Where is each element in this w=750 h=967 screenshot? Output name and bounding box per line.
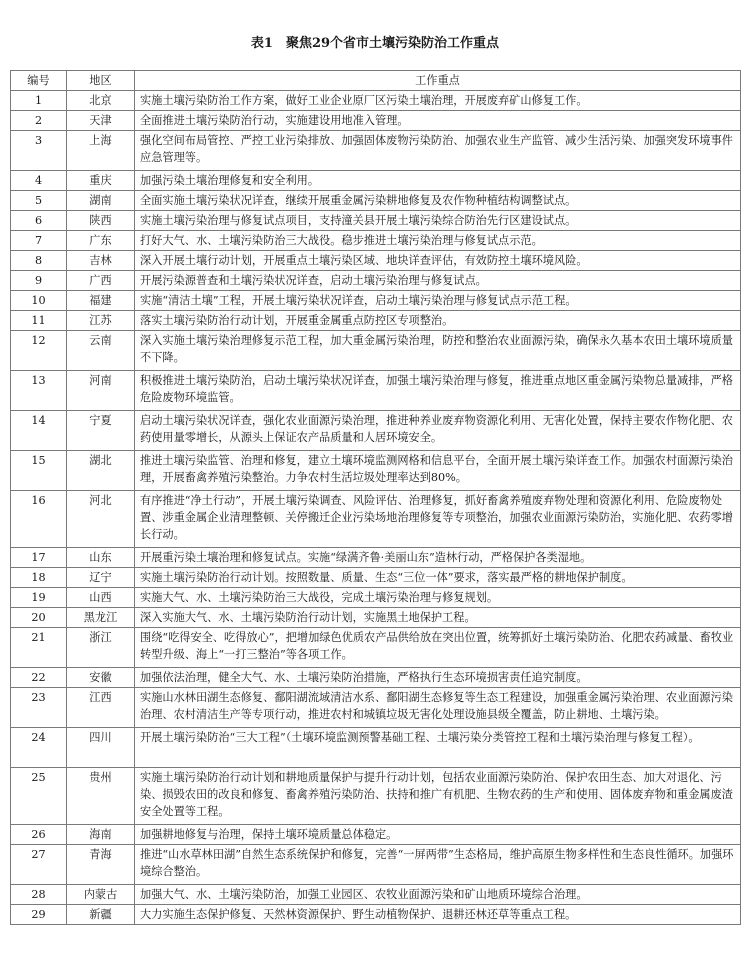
- row-region: 吉林: [67, 251, 135, 271]
- table-row: [11, 271, 741, 291]
- row-region: 贵州: [67, 768, 135, 825]
- row-work: 加强依法治理，健全大气、水、土壤污染防治措施，严格执行生态环境损害责任追究制度。: [135, 668, 741, 688]
- row-num: 10: [11, 291, 67, 311]
- table-row: [11, 211, 741, 231]
- row-num: 16: [11, 491, 67, 548]
- row-num: 5: [11, 191, 67, 211]
- row-region: 辽宁: [67, 568, 135, 588]
- table-row: [11, 628, 741, 668]
- row-region: 宁夏: [67, 411, 135, 451]
- table-row: [11, 311, 741, 331]
- header-region: 地区: [67, 71, 135, 91]
- row-work: 打好大气、水、土壤污染防治三大战役。稳步推进土壤污染治理与修复试点示范。: [135, 231, 741, 251]
- row-work: 启动土壤污染状况详查，强化农业面源污染治理，推进种养业废弃物资源化利用、无害化处置，保持主要农作物化肥、农药使用量零增长，从源头上保证农产品质量和人居环境安全。: [135, 411, 741, 451]
- table-row: [11, 885, 741, 905]
- row-num: 26: [11, 825, 67, 845]
- table-row: [11, 568, 741, 588]
- table-row: [11, 728, 741, 768]
- row-num: 27: [11, 845, 67, 885]
- row-num: 19: [11, 588, 67, 608]
- row-region: 云南: [67, 331, 135, 371]
- row-work: 深入实施土壤污染治理修复示范工程，加大重金属污染治理，防控和整治农业面源污染，确保永久基本农田土壤环境质量不下降。: [135, 331, 741, 371]
- row-num: 15: [11, 451, 67, 491]
- row-work: 实施土壤污染防治行动计划。按照数量、质量、生态“三位一体”要求，落实最严格的耕地保护制度。: [135, 568, 741, 588]
- row-work: 强化空间布局管控、严控工业污染排放、加强固体废物污染防治、加强农业生产监管、减少生活污染、加强突发环境事件应急管理等。: [135, 131, 741, 171]
- row-work: 全面实施土壤污染状况详查，继续开展重金属污染耕地修复及农作物种植结构调整试点。: [135, 191, 741, 211]
- table-row: [11, 411, 741, 451]
- row-num: 17: [11, 548, 67, 568]
- table-row: [11, 251, 741, 271]
- row-region: 湖北: [67, 451, 135, 491]
- row-work: 开展土壤污染防治“三大工程”（土壤环境监测预警基础工程、土壤污染分类管控工程和土壤污染治理与修复工程）。: [135, 728, 741, 768]
- row-work: 推进“山水草林田湖”自然生态系统保护和修复，完善“一屏两带”生态格局，维护高原生物多样性和生态良性循环。加强环境综合整治。: [135, 845, 741, 885]
- row-num: 21: [11, 628, 67, 668]
- table-row: [11, 291, 741, 311]
- row-num: 6: [11, 211, 67, 231]
- row-num: 24: [11, 728, 67, 768]
- row-work: 实施大气、水、土壤污染防治三大战役，完成土壤污染治理与修复规划。: [135, 588, 741, 608]
- row-work: 实施“清洁土壤”工程，开展土壤污染状况详查，启动土壤污染治理与修复试点示范工程。: [135, 291, 741, 311]
- row-num: 22: [11, 668, 67, 688]
- row-region: 江西: [67, 688, 135, 728]
- row-num: 23: [11, 688, 67, 728]
- table-header-row: [11, 71, 741, 91]
- table-row: [11, 668, 741, 688]
- row-work: 推进土壤污染监管、治理和修复，建立土壤环境监测网格和信息平台，全面开展土壤污染详查工作。加强农村面源污染治理，开展畜禽养殖污染整治。力争农村生活垃圾处理率达到80%。: [135, 451, 741, 491]
- row-region: 上海: [67, 131, 135, 171]
- row-num: 25: [11, 768, 67, 825]
- row-region: 新疆: [67, 905, 135, 925]
- row-region: 安徽: [67, 668, 135, 688]
- table-row: [11, 905, 741, 925]
- row-work: 开展污染源普查和土壤污染状况详查，启动土壤污染治理与修复试点。: [135, 271, 741, 291]
- table-row: [11, 588, 741, 608]
- table-row: [11, 111, 741, 131]
- row-region: 河北: [67, 491, 135, 548]
- table-row: [11, 548, 741, 568]
- row-region: 重庆: [67, 171, 135, 191]
- row-work: 全面推进土壤污染防治行动，实施建设用地准入管理。: [135, 111, 741, 131]
- table-row: [11, 371, 741, 411]
- row-num: 4: [11, 171, 67, 191]
- row-work: 深入实施大气、水、土壤污染防治行动计划，实施黑土地保护工程。: [135, 608, 741, 628]
- row-region: 四川: [67, 728, 135, 768]
- row-work: 积极推进土壤污染防治，启动土壤污染状况详查，加强土壤污染治理与修复，推进重点地区重金属污染物总量减排，严格危险废物环境监管。: [135, 371, 741, 411]
- table-row: [11, 688, 741, 728]
- row-work: 加强耕地修复与治理，保持土壤环境质量总体稳定。: [135, 825, 741, 845]
- table-row: [11, 91, 741, 111]
- row-work: 加强污染土壤治理修复和安全利用。: [135, 171, 741, 191]
- row-work: 深入开展土壤行动计划，开展重点土壤污染区域、地块详查评估，有效防控土壤环境风险。: [135, 251, 741, 271]
- row-region: 陕西: [67, 211, 135, 231]
- table-row: [11, 608, 741, 628]
- row-work: 实施山水林田湖生态修复、鄱阳湖流域清洁水系、鄱阳湖生态修复等生态工程建设，加强重金属污染治理、农业面源污染治理、农村清洁生产等专项行动，推进农村和城镇垃圾无害化处理设施县级全覆盖，防止耕地、土壤污染。: [135, 688, 741, 728]
- table-row: [11, 331, 741, 371]
- row-work: 大力实施生态保护修复、天然林资源保护、野生动植物保护、退耕还林还草等重点工程。: [135, 905, 741, 925]
- table-row: [11, 171, 741, 191]
- row-num: 12: [11, 331, 67, 371]
- row-region: 青海: [67, 845, 135, 885]
- row-num: 2: [11, 111, 67, 131]
- row-work: 围绕“吃得安全、吃得放心”，把增加绿色优质农产品供给放在突出位置，统筹抓好土壤污染防治、化肥农药减量、畜牧业转型升级、海上“一打三整治”等各项工作。: [135, 628, 741, 668]
- table-row: [11, 231, 741, 251]
- row-num: 14: [11, 411, 67, 451]
- row-work: 加强大气、水、土壤污染防治，加强工业园区、农牧业面源污染和矿山地质环境综合治理。: [135, 885, 741, 905]
- header-work: 工作重点: [135, 71, 741, 91]
- soil-pollution-table: [10, 70, 741, 925]
- row-region: 江苏: [67, 311, 135, 331]
- row-num: 20: [11, 608, 67, 628]
- row-region: 广西: [67, 271, 135, 291]
- row-region: 黑龙江: [67, 608, 135, 628]
- row-region: 河南: [67, 371, 135, 411]
- row-work: 开展重污染土壤治理和修复试点。实施“绿满齐鲁·美丽山东”造林行动，严格保护各类湿地。: [135, 548, 741, 568]
- row-num: 18: [11, 568, 67, 588]
- table-row: [11, 825, 741, 845]
- table-row: [11, 768, 741, 825]
- row-region: 浙江: [67, 628, 135, 668]
- row-num: 9: [11, 271, 67, 291]
- row-num: 3: [11, 131, 67, 171]
- row-num: 28: [11, 885, 67, 905]
- row-region: 广东: [67, 231, 135, 251]
- table-row: [11, 845, 741, 885]
- row-region: 内蒙古: [67, 885, 135, 905]
- table-row: [11, 451, 741, 491]
- row-work: 实施土壤污染治理与修复试点项目，支持潼关县开展土壤污染综合防治先行区建设试点。: [135, 211, 741, 231]
- row-work: 有序推进“净土行动”，开展土壤污染调查、风险评估、治理修复，抓好畜禽养殖废弃物处理和资源化利用、危险废物处置、涉重金属企业清理整顿、关停搬迁企业污染场地治理修复等专项整治，加强农业面源污染防治，实施化肥、农药零增长行动。: [135, 491, 741, 548]
- table-row: [11, 491, 741, 548]
- table-body: [11, 91, 741, 925]
- row-num: 11: [11, 311, 67, 331]
- row-work: 实施土壤污染防治行动计划和耕地质量保护与提升行动计划，包括农业面源污染防治、保护农田生态、加大对退化、污染、损毁农田的改良和修复、畜禽养殖污染防治、扶持和推广有机肥、生物农药的生产和使用、固体废弃物和重金属废渣安全处置等工程。: [135, 768, 741, 825]
- row-region: 湖南: [67, 191, 135, 211]
- row-region: 天津: [67, 111, 135, 131]
- table-title: 表1 聚焦29个省市土壤污染防治工作重点: [250, 36, 500, 51]
- row-num: 7: [11, 231, 67, 251]
- row-region: 福建: [67, 291, 135, 311]
- row-work: 实施土壤污染防治工作方案，做好工业企业原厂区污染土壤治理，开展废弃矿山修复工作。: [135, 91, 741, 111]
- header-num: 编号: [11, 71, 67, 91]
- row-work: 落实土壤污染防治行动计划，开展重金属重点防控区专项整治。: [135, 311, 741, 331]
- table-row: [11, 191, 741, 211]
- row-num: 8: [11, 251, 67, 271]
- row-region: 山西: [67, 588, 135, 608]
- row-region: 北京: [67, 91, 135, 111]
- row-region: 山东: [67, 548, 135, 568]
- row-num: 29: [11, 905, 67, 925]
- row-num: 13: [11, 371, 67, 411]
- table-row: [11, 131, 741, 171]
- row-region: 海南: [67, 825, 135, 845]
- row-num: 1: [11, 91, 67, 111]
